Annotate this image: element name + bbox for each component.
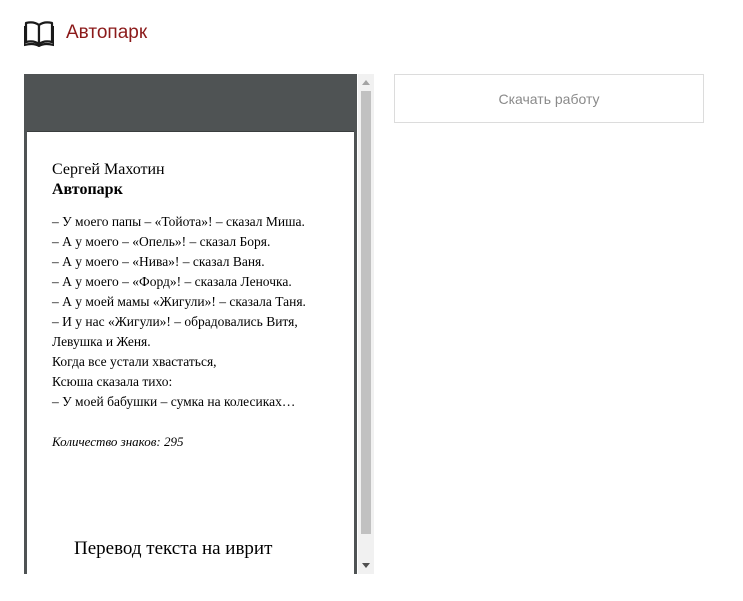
poem-line: – И у нас «Жигули»! – обрадовались Витя,	[52, 314, 298, 329]
download-button[interactable]: Скачать работу	[394, 74, 704, 123]
poem-line: – А у моего – «Нива»! – сказал Ваня.	[52, 254, 265, 269]
translation-heading: Перевод текста на иврит	[74, 538, 273, 559]
poem-line: – А у моего – «Форд»! – сказала Леночка.	[52, 274, 292, 289]
open-book-icon	[24, 19, 54, 47]
poem-line: – А у моей мамы «Жигули»! – сказала Таня.	[52, 294, 306, 309]
poem-line: Левушка и Женя.	[52, 334, 151, 349]
document-frame	[24, 74, 357, 574]
scrollbar-thumb[interactable]	[361, 91, 371, 534]
scroll-up-arrow-icon[interactable]	[362, 80, 370, 85]
document-viewer[interactable]	[24, 74, 374, 574]
vertical-scrollbar[interactable]	[358, 74, 374, 574]
poem-line: – У моей бабушки – сумка на колесиках…	[52, 394, 296, 409]
site-header	[24, 18, 147, 48]
poem-line: Ксюша сказала тихо:	[52, 374, 173, 389]
poem-line: Когда все устали хвастаться,	[52, 354, 217, 369]
poem-line: – У моего папы – «Тойота»! – сказал Миша.	[52, 214, 305, 229]
document-title: Автопарк	[52, 181, 123, 198]
poem-line: – А у моего – «Опель»! – сказал Боря.	[52, 234, 271, 249]
character-count: Количество знаков: 295	[52, 434, 184, 449]
page-title: Автопарк	[66, 22, 148, 43]
scroll-down-arrow-icon[interactable]	[362, 563, 370, 568]
document-author: Сергей Махотин	[52, 161, 165, 178]
poem-lines	[52, 212, 347, 412]
document-page	[27, 131, 354, 574]
document-text	[52, 160, 347, 451]
